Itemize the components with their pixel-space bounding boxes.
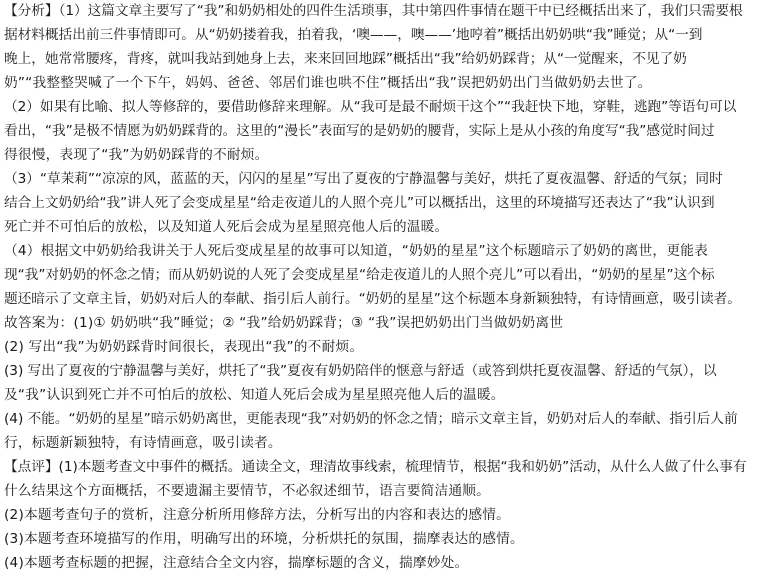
analysis-line-12: 现“我”对奶奶的怀念之情；而从奶奶说的人死了会变成星星“给走夜道儿的人照个亮儿”可以看出，“奶奶的星星”这个标: [4, 267, 715, 283]
analysis-line-3: 晚上，她常常腰疼，背疼，就叫我站到她身上去，来来回回地踩”概括出“我”给奶奶踩背；从“一觉醒来，不见了奶: [4, 51, 687, 67]
comment-line-1: 【点评】(1)本题考查文中事件的概括。通读全文，理清故事线索，梳理情节，根据“我和奶奶”活动，从什么人做了什么事有: [4, 459, 747, 475]
comment-line-3: (2)本题考查句子的赏析，注意分析所用修辞方法，分析写出的内容和表达的感情。: [4, 507, 511, 523]
analysis-line-8: （3）“草茉莉”“凉凉的风，蓝蓝的天，闪闪的星星”写出了夏夜的宁静温馨与美好，烘托了夏夜温馨、舒适的气氛；同时: [4, 171, 723, 187]
analysis-line-6: 看出，“我”是极不情愿为奶奶踩背的。这里的“漫长”表面写的是奶奶的腰背，实际上是从小孩的角度写“我”感觉时间过: [4, 123, 715, 139]
comment-line-4: (3)本题考查环境描写的作用，明确写出的环境，分析烘托的氛围，揣摩表达的感情。: [4, 531, 524, 547]
answer-line-2: (2) 写出“我”为奶奶踩背时间很长，表现出“我”的不耐烦。: [4, 339, 364, 355]
answer-line-4: 及“我”认识到死亡并不可怕后的放松、知道人死后会成为星星照亮他人后的温暖。: [4, 387, 505, 403]
analysis-line-1: 【分析】（1）这篇文章主要写了“我”和奶奶相处的四件生活琐事，其中第四件事情在题干中已经概括出来了，我们只需要根: [4, 3, 743, 19]
answer-line-6: 行，标题新颖独特，有诗情画意，吸引读者。: [4, 435, 282, 451]
analysis-line-10: 死亡并不可怕后的放松，以及知道人死后会成为星星照亮他人后的温暖。: [4, 219, 449, 235]
analysis-line-5: （2）如果有比喻、拟人等修辞的，要借助修辞来理解。从“我可是最不耐烦干这个”“我赶快下地，穿鞋，逃跑”等语句可以: [4, 99, 737, 115]
analysis-line-9: 结合上文奶奶给“我”讲人死了会变成星星“给走夜道儿的人照个亮儿”可以概括出，这里的环境描写还表达了“我”认识到: [4, 195, 715, 211]
answer-line-3: (3) 写出了夏夜的宁静温馨与美好，烘托了“我”夏夜有奶奶陪伴的惬意与舒适（或答到烘托夏夜温馨、舒适的气氛），以: [4, 363, 717, 379]
analysis-line-13: 题还暗示了文章主旨，奶奶对后人的奉献、指引后人前行。“奶奶的星星”这个标题本身新颖独特，有诗情画意，吸引读者。: [4, 291, 741, 307]
comment-line-5: (4)本题考查标题的把握，注意结合全文内容，揣摩标题的含义，揣摩妙处。: [4, 555, 469, 571]
analysis-line-7: 得很慢，表现了“我”为奶奶踩背的不耐烦。: [4, 147, 269, 163]
analysis-line-4: 奶”“我整整哭喊了一个下午，妈妈、爸爸、邻居们谁也哄不住”概括出“我”误把奶奶出门当做奶奶去世了。: [4, 75, 652, 91]
answer-line-5: (4) 不能。“奶奶的星星”暗示奶奶离世，更能表现“我”对奶奶的怀念之情；暗示文章主旨，奶奶对后人的奉献、指引后人前: [4, 411, 738, 427]
answer-line-1: 故答案为：(1)① 奶奶哄“我”睡觉；② “我”给奶奶踩背；③ “我”误把奶奶出门当做奶奶离世: [4, 315, 564, 331]
comment-line-2: 什么结果这个方面概括，不要遗漏主要情节，不必叙述细节，语言要简洁通顺。: [4, 483, 491, 499]
analysis-line-11: （4）根据文中奶奶给我讲关于人死后变成星星的故事可以知道，“奶奶的星星”这个标题暗示了奶奶的离世，更能表: [4, 243, 708, 259]
analysis-line-2: 据材料概括出前三件事情即可。从“奶奶搂着我，拍着我，‘噢——，噢——’地哼着”概括出奶奶哄“我”睡觉；从“一到: [4, 27, 703, 43]
